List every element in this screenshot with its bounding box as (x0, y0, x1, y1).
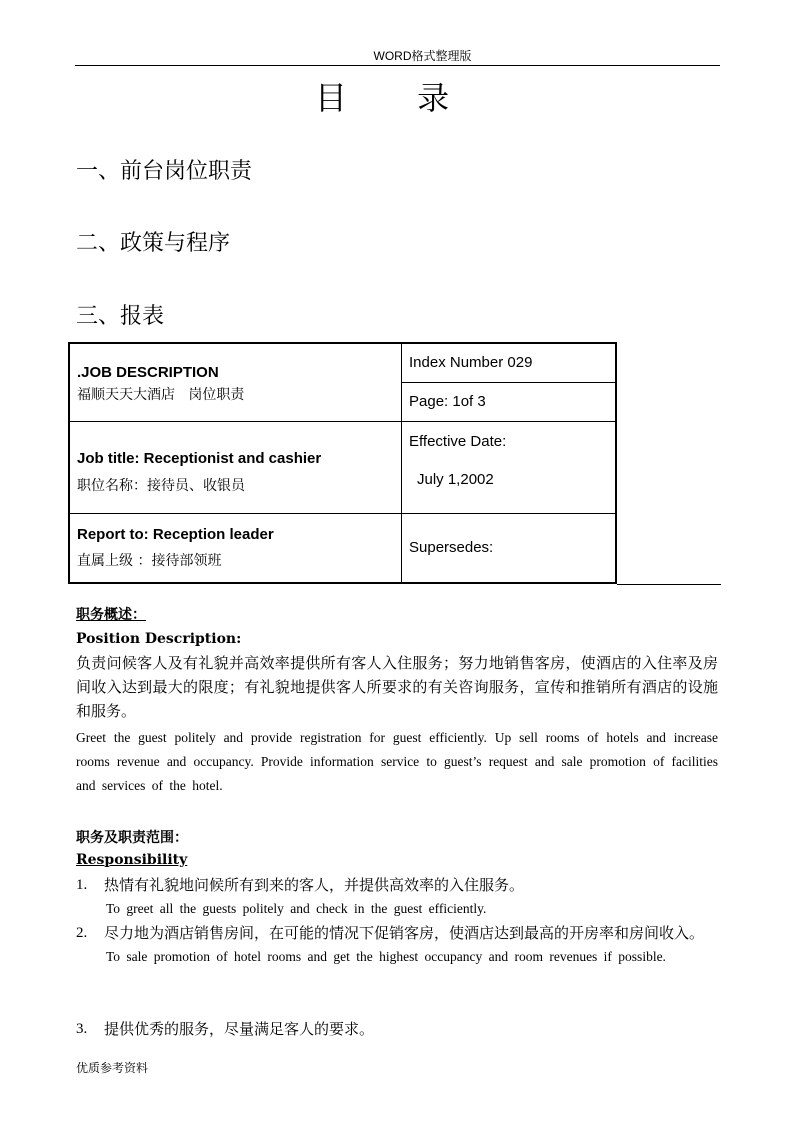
page-title: 目 录 (314, 79, 480, 117)
item-text-cn: 提供优秀的服务，尽量满足客人的要求。 (104, 1020, 375, 1038)
item-text-cn: 尽力地为酒店销售房间，在可能的情况下促销客房，使酒店达到最高的开房率和房间收入。 (104, 924, 705, 942)
supersedes: Supersedes: (402, 513, 617, 583)
position-heading-cn: 职务概述： (76, 607, 146, 623)
item-text-cn: 热情有礼貌地问候所有到来的客人，并提供高效率的入住服务。 (104, 876, 525, 894)
position-body-cn: 负责问候客人及有礼貌并高效率提供所有客人入住服务；努力地销售客房，使酒店的入住率及房间收入达到最大的限度；有礼貌地提供客人所要求的有关咨询服务，宣传和推销所有酒店的设施和服务。 (76, 654, 718, 720)
position-heading-en: Position Description: (76, 631, 242, 647)
responsibility-item-2 (76, 921, 720, 969)
item-number: 3. (76, 1021, 88, 1037)
toc-item-1: 一、前台岗位职责 (76, 159, 253, 184)
item-number: 1. (76, 877, 88, 893)
page-header (75, 49, 720, 66)
job-description-en: .JOB DESCRIPTION (77, 364, 219, 382)
responsibility-item-1 (76, 873, 720, 921)
effective-date-value: July 1,2002 (417, 470, 494, 488)
toc-item-2: 二、政策与程序 (76, 231, 231, 256)
job-description-table (68, 342, 617, 584)
position-body-en: Greet the guest politely and provide registration for guest efficiently. Up sell rooms of hotels and increase rooms revenue and occupancy. Provide information service to guest’s request and sale promotion of facilities and services of the hotel. (76, 730, 718, 793)
header-text: WORD格式整理版 (373, 49, 472, 63)
job-description-cn: 福顺天天大酒店 岗位职责 (77, 387, 245, 404)
responsibility-item-3 (76, 1017, 720, 1041)
job-title-cn: 职位名称：接待员、收银员 (77, 478, 245, 494)
item-text-en: To greet all the guests politely and check in the guest efficiently. (106, 901, 487, 916)
job-title-en: Job title: Receptionist and cashier (77, 450, 322, 467)
item-number: 2. (76, 925, 88, 941)
job-description-cell (69, 343, 402, 421)
toc-item-3: 三、报表 (76, 304, 165, 329)
report-to-cell (69, 513, 402, 583)
effective-date-label: Effective Date: (409, 432, 507, 450)
index-number: Index Number 029 (402, 343, 617, 382)
item-text-en: To sale promotion of hotel rooms and get the highest occupancy and room revenues if possible. (106, 949, 666, 964)
effective-date-cell (402, 421, 617, 513)
responsibility-heading-en: Responsibility (76, 852, 188, 868)
table-divider-line (617, 584, 721, 585)
report-to-cn: 直属上级 ：接待部领班 (77, 552, 222, 569)
job-title-cell (69, 421, 402, 513)
page-footer: 优质参考资料 (76, 1061, 149, 1075)
responsibility-heading-cn: 职务及职责范围： (76, 830, 188, 846)
report-to-en: Report to: Reception leader (77, 525, 274, 543)
page-number: Page: 1of 3 (402, 382, 617, 421)
